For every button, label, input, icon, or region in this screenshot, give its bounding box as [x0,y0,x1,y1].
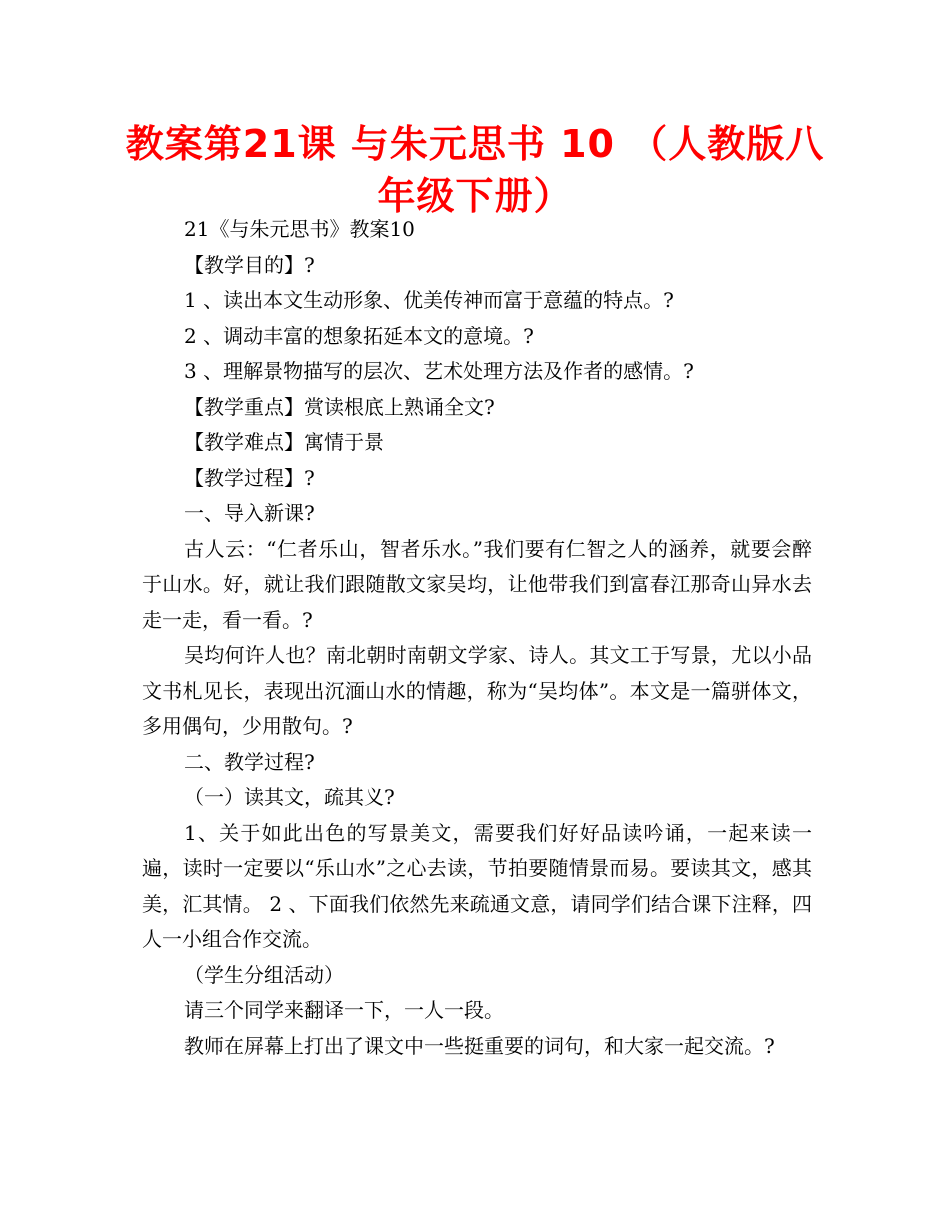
paragraph: 一、导入新课? [184,501,315,525]
paragraph: 请三个同学来翻译一下，一人一段。 [184,998,504,1022]
paragraph: 古人云：“仁者乐山，智者乐水。”我们要有仁智之人的涵养，就要会醉于山水。好，就让我们跟随散文家吴均，让他带我们到富春江那奇山异水去走一走，看一看。? [142,536,812,632]
paragraph: （学生分组活动） [184,962,344,987]
document-body [142,212,812,1064]
paragraph: 1 、读出本文生动形象、优美传神而富于意蕴的特点。? [184,288,674,312]
paragraph: （一）读其文，疏其义? [184,785,395,809]
paragraph: 二、教学过程? [184,749,315,774]
paragraph: 【教学重点】赏读根底上熟诵全文? [184,394,495,419]
paragraph: 21《与朱元思书》教案10 [184,217,415,241]
paragraph: 2 、调动丰富的想象拓延本文的意境。? [184,323,534,348]
paragraph: 3 、理解景物描写的层次、艺术处理方法及作者的感情。? [184,359,694,383]
paragraph: 【教学过程】? [184,465,315,490]
paragraph: 吴均何许人也？南北朝时南朝文学家、诗人。其文工于写景，尤以小品文书札见长，表现出沉湎山水的情趣，称为“吴均体”。本文是一篇骈体文，多用偶句，少用散句。? [142,643,812,738]
paragraph: 【教学目的】? [184,252,315,277]
paragraph: 1、关于如此出色的写景美文，需要我们好好品读吟诵，一起来读一遍，读时一定要以“乐山水”之心去读，节拍要随情景而易。要读其文，感其美，汇其情。 2 、下面我们依然先来疏通文意，请同学们结合课下注释，四人一小组合作交流。 [142,820,812,951]
document-title: 教案第21课 与朱元思书 10 （人教版八年级下册） [125,122,825,218]
paragraph: 【教学难点】寓情于景 [184,430,384,454]
paragraph: 教师在屏幕上打出了课文中一些挺重要的词句，和大家一起交流。? [184,1033,775,1058]
